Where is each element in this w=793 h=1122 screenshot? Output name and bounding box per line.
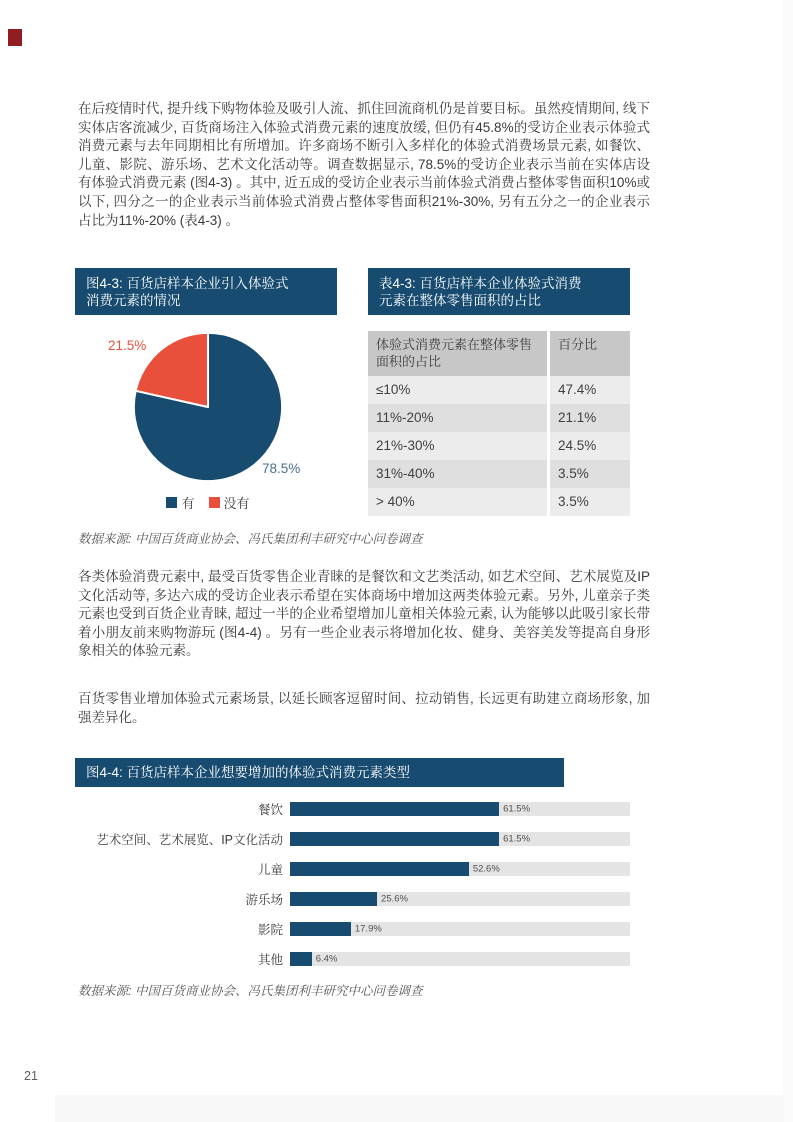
figure-4-3-title-line-1: 图4-3: 百货店样本企业引入体验式 (86, 276, 289, 291)
table-cell-pct: 24.5% (550, 432, 630, 460)
body-paragraph-1: 在后疫情时代, 提升线下购物体验及吸引人流、抓住回流商机仍是首要目标。虽然疫情期间, 线下实体店客流减少, 百货商场注入体验式消费元素的速度放缓, 但仍有45.8%的受访企业表示体验式消费元素与去年同期相比有所增加。许多商场不断引入多样化的体验式消费场景元素, 如餐饮、儿童、影院、游乐场、艺术文化活动等。调查数据显示, 78.5%的受访企业表示当前在实体店设有体验式消费元素 (图4-3) 。其中, 近五成的受访企业表示当前体验式消费占整体零售面积10%或以下, 四分之一的企业表示当前体验式消费占整体零售面积21%-30%, 另有五分之一的企业表示占比为11%-20% (表4-3) 。 (78, 101, 650, 228)
table-cell-range: ≤10% (368, 376, 547, 404)
legend-swatch-no (209, 497, 220, 508)
bar-value-label: 17.9% (354, 923, 382, 935)
body-paragraph-2: 各类体验消费元素中, 最受百货零售企业青睐的是餐饮和文艺类活动, 如艺术空间、艺术展览及IP文化活动等, 多达六成的受访企业表示希望在实体商场中增加这两类体验元素。另外, 儿童亲子类元素也受到百货企业青睐, 超过一半的企业希望增加儿童相关体验元素, 认为能够以此吸引家长带着小朋友前来购物游玩 (图4-4) 。另有一些企业表示将增加化妆、健身、美容美发等提高自身形象相关的体验元素。 (78, 569, 650, 659)
table-4-3-title-line-1: 表4-3: 百货店样本企业体验式消费 (379, 276, 582, 291)
table-cell-range: > 40% (368, 488, 547, 516)
bar-row (75, 884, 630, 914)
table-row (368, 432, 630, 460)
table-4-3-title-line-2: 元素在整体零售面积的占比 (379, 293, 541, 308)
bar-track (290, 802, 630, 816)
bar-row (75, 914, 630, 944)
bar-chart (75, 794, 630, 974)
table-header-row (368, 331, 630, 376)
bar-category-label: 艺术空间、艺术展览、IP文化活动 (96, 833, 283, 847)
bar-track (290, 862, 630, 876)
table-cell-pct: 47.4% (550, 376, 630, 404)
bar-fill (290, 952, 338, 966)
table-cell-range: 31%-40% (368, 460, 547, 488)
legend-item-no (209, 493, 250, 512)
table-cell-pct: 3.5% (550, 460, 630, 488)
legend-item-yes (166, 493, 194, 512)
bar-row (75, 824, 630, 854)
bar-track (290, 922, 630, 936)
pie-value-label-no: 21.5% (108, 338, 147, 353)
pie-legend (110, 493, 306, 512)
bar-value-label: 61.5% (503, 803, 531, 815)
bar-row (75, 944, 630, 974)
figure-4-4-title: 图4-4: 百货店样本企业想要增加的体验式消费元素类型 (75, 758, 564, 787)
table-row (368, 376, 630, 404)
bar-row (75, 854, 630, 884)
bar-fill (290, 802, 531, 816)
bar-category-label: 游乐场 (245, 893, 283, 907)
table-4-3-title (368, 268, 630, 315)
figure-4-3-title (75, 268, 337, 315)
legend-label-yes: 有 (181, 496, 195, 511)
bar-fill (290, 832, 531, 846)
table-header-pct: 百分比 (550, 331, 630, 376)
page-edge-bottom (55, 1095, 793, 1122)
bar-value-label: 6.4% (315, 953, 338, 965)
bar-track (290, 832, 630, 846)
brand-accent-square (8, 29, 22, 46)
bar-track (290, 952, 630, 966)
bar-value-label: 25.6% (381, 893, 408, 905)
bar-fill (290, 922, 382, 936)
table-header-range: 体验式消费元素在整体零售面积的占比 (368, 331, 547, 376)
table-row (368, 460, 630, 488)
bar-category-label: 餐饮 (257, 803, 283, 817)
bar-fill (290, 892, 408, 906)
body-paragraph-3: 百货零售业增加体验式元素场景, 以延长顾客逗留时间、拉动销售, 长远更有助建立商场形象, 加强差异化。 (78, 691, 650, 725)
table-cell-pct: 21.1% (550, 404, 630, 432)
bar-fill (290, 862, 500, 876)
table-row (368, 404, 630, 432)
legend-swatch-yes (166, 497, 177, 508)
data-source-note-1: 数据来源: 中国百货商业协会、冯氏集团利丰研究中心问卷调查 (78, 532, 423, 546)
legend-label-no: 没有 (223, 496, 250, 511)
table-cell-range: 11%-20% (368, 404, 547, 432)
bar-category-label: 其他 (257, 953, 283, 967)
pie-value-label-yes: 78.5% (262, 461, 301, 476)
bar-track (290, 892, 630, 906)
table-4-3 (368, 331, 630, 516)
bar-value-label: 52.6% (472, 863, 500, 875)
data-source-note-2: 数据来源: 中国百货商业协会、冯氏集团利丰研究中心问卷调查 (78, 984, 423, 998)
table-cell-pct: 3.5% (550, 488, 630, 516)
bar-category-label: 影院 (257, 923, 283, 937)
figure-4-3-title-line-2: 消费元素的情况 (86, 293, 181, 308)
page-number: 21 (24, 1069, 38, 1083)
bar-row (75, 794, 630, 824)
table-cell-range: 21%-30% (368, 432, 547, 460)
page-edge-right (783, 0, 793, 1122)
bar-category-label: 儿童 (257, 863, 283, 877)
bar-value-label: 61.5% (503, 833, 531, 845)
table-row (368, 488, 630, 516)
